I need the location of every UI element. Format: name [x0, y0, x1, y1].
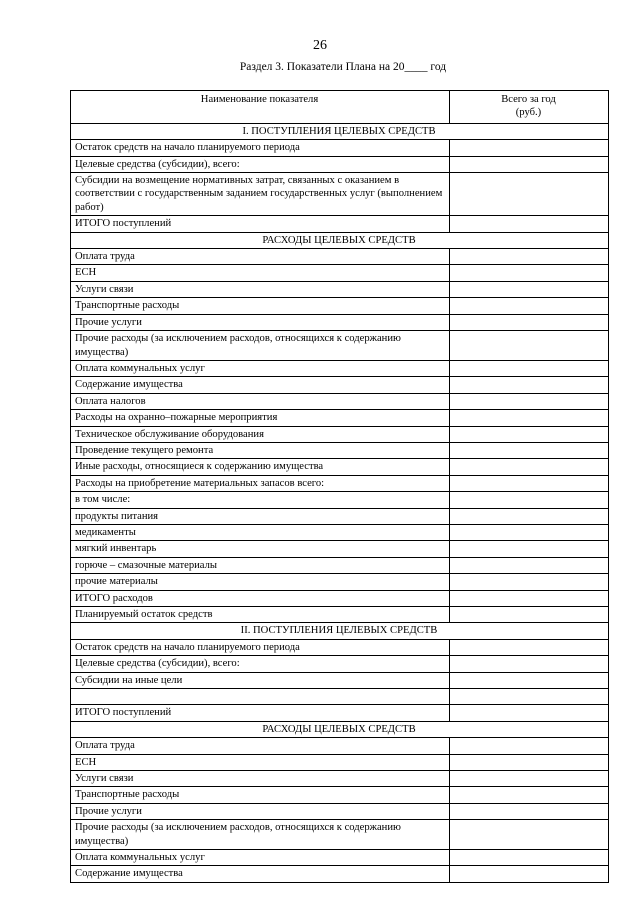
table-row — [71, 754, 609, 770]
section-header-row — [71, 232, 609, 248]
indicator-name: горюче – смазочные материалы — [71, 557, 450, 573]
table-row — [71, 156, 609, 172]
table-row — [71, 249, 609, 265]
table-row — [71, 331, 609, 361]
indicator-name: Транспортные расходы — [71, 787, 450, 803]
table-row — [71, 314, 609, 330]
table-row — [71, 866, 609, 882]
annual-total-value[interactable] — [450, 281, 609, 297]
indicator-name: ИТОГО расходов — [71, 590, 450, 606]
annual-total-value[interactable] — [450, 656, 609, 672]
indicator-name: Содержание имущества — [71, 377, 450, 393]
indicator-name — [71, 689, 450, 705]
indicator-name: ИТОГО поступлений — [71, 216, 450, 232]
indicator-name: Услуги связи — [71, 771, 450, 787]
annual-total-value[interactable] — [450, 426, 609, 442]
table-row — [71, 360, 609, 376]
section-header-row — [71, 623, 609, 639]
table-row — [71, 524, 609, 540]
annual-total-value[interactable] — [450, 508, 609, 524]
indicator-name: Оплата налогов — [71, 393, 450, 409]
table-row — [71, 738, 609, 754]
indicator-name: Оплата коммунальных услуг — [71, 360, 450, 376]
table-row — [71, 298, 609, 314]
table-row — [71, 281, 609, 297]
table-row — [71, 442, 609, 458]
annual-total-value[interactable] — [450, 298, 609, 314]
indicator-name: Проведение текущего ремонта — [71, 442, 450, 458]
table-row — [71, 850, 609, 866]
section-header: РАСХОДЫ ЦЕЛЕВЫХ СРЕДСТВ — [71, 232, 609, 248]
annual-total-value[interactable] — [450, 820, 609, 850]
annual-total-value[interactable] — [450, 492, 609, 508]
annual-total-value[interactable] — [450, 331, 609, 361]
table-header-row — [71, 91, 609, 124]
indicator-name: Иные расходы, относящиеся к содержанию имущества — [71, 459, 450, 475]
table-row — [71, 393, 609, 409]
indicator-name: в том числе: — [71, 492, 450, 508]
indicator-name: прочие материалы — [71, 574, 450, 590]
annual-total-value[interactable] — [450, 541, 609, 557]
table-row — [71, 820, 609, 850]
table-row — [71, 787, 609, 803]
plan-indicators-table — [70, 90, 609, 883]
section-header-row — [71, 123, 609, 139]
annual-total-value[interactable] — [450, 459, 609, 475]
table-row — [71, 216, 609, 232]
indicator-name: Содержание имущества — [71, 866, 450, 882]
indicator-name: Оплата труда — [71, 249, 450, 265]
indicator-name: Прочие расходы (за исключением расходов, относящихся к содержанию имущества) — [71, 820, 450, 850]
annual-total-value[interactable] — [450, 705, 609, 721]
table-row — [71, 771, 609, 787]
table-row — [71, 607, 609, 623]
table-row — [71, 689, 609, 705]
annual-total-value[interactable] — [450, 574, 609, 590]
table-row — [71, 557, 609, 573]
table-row — [71, 475, 609, 491]
annual-total-value[interactable] — [450, 771, 609, 787]
annual-total-value[interactable] — [450, 866, 609, 882]
annual-total-value[interactable] — [450, 140, 609, 156]
table-row — [71, 410, 609, 426]
annual-total-value[interactable] — [450, 216, 609, 232]
header-total-unit: (руб.) — [515, 107, 542, 119]
annual-total-value[interactable] — [450, 590, 609, 606]
indicator-name: Целевые средства (субсидии), всего: — [71, 156, 450, 172]
annual-total-value[interactable] — [450, 173, 609, 216]
indicator-name: ИТОГО поступлений — [71, 705, 450, 721]
annual-total-value[interactable] — [450, 754, 609, 770]
indicator-name: Прочие услуги — [71, 314, 450, 330]
annual-total-value[interactable] — [450, 557, 609, 573]
annual-total-value[interactable] — [450, 524, 609, 540]
indicator-name: Остаток средств на начало планируемого периода — [71, 639, 450, 655]
annual-total-value[interactable] — [450, 410, 609, 426]
table-row — [71, 492, 609, 508]
header-annual-total — [450, 91, 609, 124]
annual-total-value[interactable] — [450, 672, 609, 688]
table-row — [71, 377, 609, 393]
annual-total-value[interactable] — [450, 803, 609, 819]
indicator-name: ЕСН — [71, 754, 450, 770]
page-number: 26 — [313, 38, 327, 53]
indicator-name: Расходы на приобретение материальных запасов всего: — [71, 475, 450, 491]
table-row — [71, 173, 609, 216]
indicator-name: Субсидии на иные цели — [71, 672, 450, 688]
section-header: РАСХОДЫ ЦЕЛЕВЫХ СРЕДСТВ — [71, 721, 609, 737]
indicator-name: медикаменты — [71, 524, 450, 540]
annual-total-value[interactable] — [450, 475, 609, 491]
table-row — [71, 140, 609, 156]
table-row — [71, 803, 609, 819]
table-row — [71, 508, 609, 524]
indicator-name: ЕСН — [71, 265, 450, 281]
table-row — [71, 541, 609, 557]
indicator-name: Оплата труда — [71, 738, 450, 754]
annual-total-value[interactable] — [450, 607, 609, 623]
header-indicator-name: Наименование показателя — [71, 91, 450, 124]
annual-total-value[interactable] — [450, 689, 609, 705]
indicator-name: Целевые средства (субсидии), всего: — [71, 656, 450, 672]
annual-total-value[interactable] — [450, 156, 609, 172]
section-header-row — [71, 721, 609, 737]
annual-total-value[interactable] — [450, 393, 609, 409]
table-row — [71, 672, 609, 688]
annual-total-value[interactable] — [450, 377, 609, 393]
annual-total-value[interactable] — [450, 850, 609, 866]
table-row — [71, 574, 609, 590]
annual-total-value[interactable] — [450, 249, 609, 265]
indicator-name: Техническое обслуживание оборудования — [71, 426, 450, 442]
annual-total-value[interactable] — [450, 314, 609, 330]
table-row — [71, 265, 609, 281]
annual-total-value[interactable] — [450, 787, 609, 803]
table-row — [71, 459, 609, 475]
table-row — [71, 705, 609, 721]
section-title: Раздел 3. Показатели Плана на 20____ год — [239, 61, 447, 73]
table-row — [71, 639, 609, 655]
indicator-name: Услуги связи — [71, 281, 450, 297]
indicator-name: продукты питания — [71, 508, 450, 524]
table-row — [71, 590, 609, 606]
indicator-name: Субсидии на возмещение нормативных затрат, связанных с оказанием в соответствии с государственным заданием государственных услуг (выполнением работ) — [71, 173, 450, 216]
annual-total-value[interactable] — [450, 639, 609, 655]
indicator-name: Транспортные расходы — [71, 298, 450, 314]
annual-total-value[interactable] — [450, 442, 609, 458]
indicator-name: Расходы на охранно–пожарные мероприятия — [71, 410, 450, 426]
header-total-label: Всего за год — [501, 94, 556, 105]
section-header: I. ПОСТУПЛЕНИЯ ЦЕЛЕВЫХ СРЕДСТВ — [71, 123, 609, 139]
table-row — [71, 426, 609, 442]
table-body — [71, 123, 609, 882]
indicator-name: Планируемый остаток средств — [71, 607, 450, 623]
indicator-name: Прочие расходы (за исключением расходов, относящихся к содержанию имущества) — [71, 331, 450, 361]
section-header: II. ПОСТУПЛЕНИЯ ЦЕЛЕВЫХ СРЕДСТВ — [71, 623, 609, 639]
indicator-name: мягкий инвентарь — [71, 541, 450, 557]
indicator-name: Остаток средств на начало планируемого периода — [71, 140, 450, 156]
annual-total-value[interactable] — [450, 265, 609, 281]
indicator-name: Прочие услуги — [71, 803, 450, 819]
indicator-name: Оплата коммунальных услуг — [71, 850, 450, 866]
annual-total-value[interactable] — [450, 360, 609, 376]
table-row — [71, 656, 609, 672]
annual-total-value[interactable] — [450, 738, 609, 754]
